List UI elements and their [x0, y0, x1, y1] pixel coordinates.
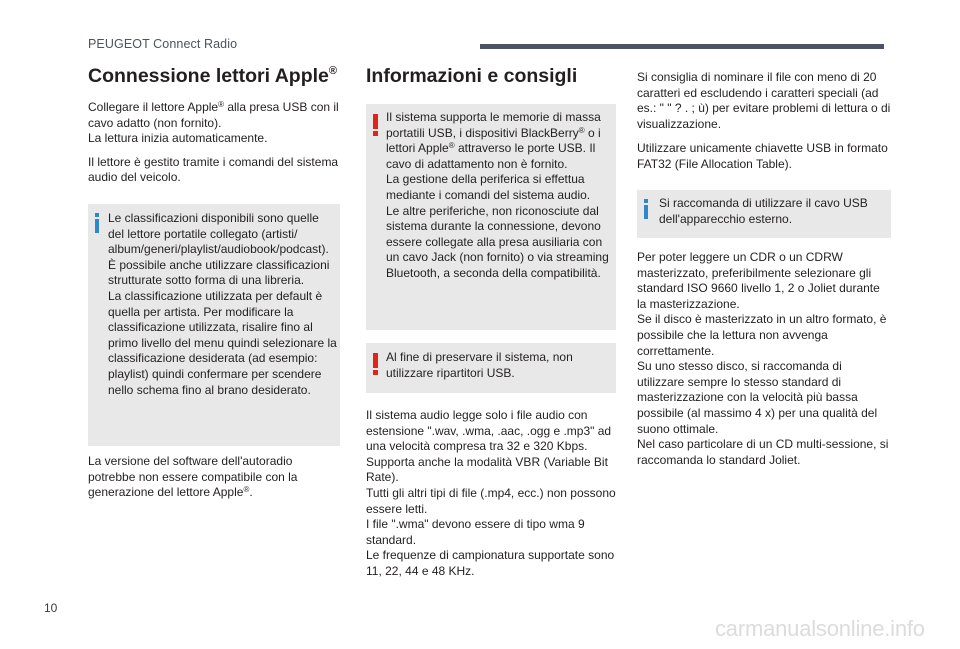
column-right	[637, 70, 891, 173]
info-icon	[95, 213, 99, 233]
running-header: PEUGEOT Connect Radio	[88, 37, 238, 51]
paragraph-fat32: Utilizzare unicamente chiavette USB in formato FAT32 (File Allocation Table).	[637, 141, 888, 171]
section-heading-apple: Connessione lettori Apple®	[88, 65, 337, 87]
warning-icon	[373, 353, 378, 375]
warning-icon	[373, 114, 378, 136]
warning-box-usb: Il sistema supporta le memorie di massa portatili USB, i dispositivi BlackBerry® o i lettori Apple® attraverso le porte USB. Il cavo di adattamento non è fornito. La gestione della periferica si effettua mediante i comandi del sistema audio. Le altre periferiche, non riconosciute dal sistema durante la connessione, devono essere collegate alla presa ausiliaria con un cavo Jack (non fornito) o via streaming Bluetooth, a seconda della compatibilità.	[366, 104, 616, 330]
header-bar	[480, 44, 884, 49]
warning-box-splitters: Al fine di preservare il sistema, non utilizzare ripartitori USB.	[366, 343, 616, 393]
paragraph-formats: Il sistema audio legge solo i file audio con estensione ".wav, .wma, .aac, .ogg e .mp3" ad una velocità compresa tra 32 e 320 Kbps. Supporta anche la modalità VBR (Variable Bit Rate). Tutti gli altri tipi di file (.mp4, ecc.) non possono essere letti. I file ".wma" devono essere di tipo wma 9 standard. Le frequenze di campionatura supportate sono 11, 22, 44 e 48 KHz.	[366, 408, 616, 578]
info-box-cable: Si raccomanda di utilizzare il cavo USB dell'apparecchio esterno.	[637, 190, 891, 238]
watermark: carmanualsonline.info	[715, 616, 925, 641]
paragraph-connect: Collegare il lettore Apple® alla presa USB con il cavo adatto (non fornito). La lettura inizia automaticamente.	[88, 100, 339, 146]
section-heading-info: Informazioni e consigli	[366, 65, 578, 87]
info-box-classifications: Le classificazioni disponibili sono quelle del lettore portatile collegato (artisti/ album/generi/playlist/audiobook/podcast). È possibile anche utilizzare classificazioni strutturate sotto forma di una libreria. La classificazione utilizzata per default è quella per artista. Per modificare la classificazione utilizzata, risalire fino al primo livello del menu quindi selezionare la classificazione desiderata (ad esempio: playlist) quindi confermare per scendere nello schema fino al brano desiderato.	[88, 204, 340, 446]
paragraph-filenames: Si consiglia di nominare il file con meno di 20 caratteri ed escludendo i caratteri speciali (ad es.: " " ? . ; ù) per evitare problemi di lettura o di visualizzazione.	[637, 70, 891, 131]
page-number: 10	[44, 601, 58, 615]
paragraph-controls: Il lettore è gestito tramite i comandi del sistema audio del veicolo.	[88, 154, 339, 185]
info-icon	[644, 199, 648, 219]
paragraph-cdr: Per poter leggere un CDR o un CDRW masterizzato, preferibilmente selezionare gli standard ISO 9660 livello 1, 2 o Joliet durante la masterizzazione. Se il disco è masterizzato in un altro formato, è possibile che la lettura non avvenga correttamente. Su uno stesso disco, si raccomanda di utilizzare sempre lo stesso standard di masterizzazione con la velocità più bassa possibile (al massimo 4 x) per una qualità del suono ottimale. Nel caso particolare di un CD multi-sessione, si raccomanda lo standard Joliet.	[637, 250, 889, 467]
paragraph-compat: La versione del software dell'autoradio potrebbe non essere compatibile con la generazione del lettore Apple®.	[88, 454, 298, 500]
column-middle	[366, 64, 616, 88]
column-left	[88, 64, 340, 186]
